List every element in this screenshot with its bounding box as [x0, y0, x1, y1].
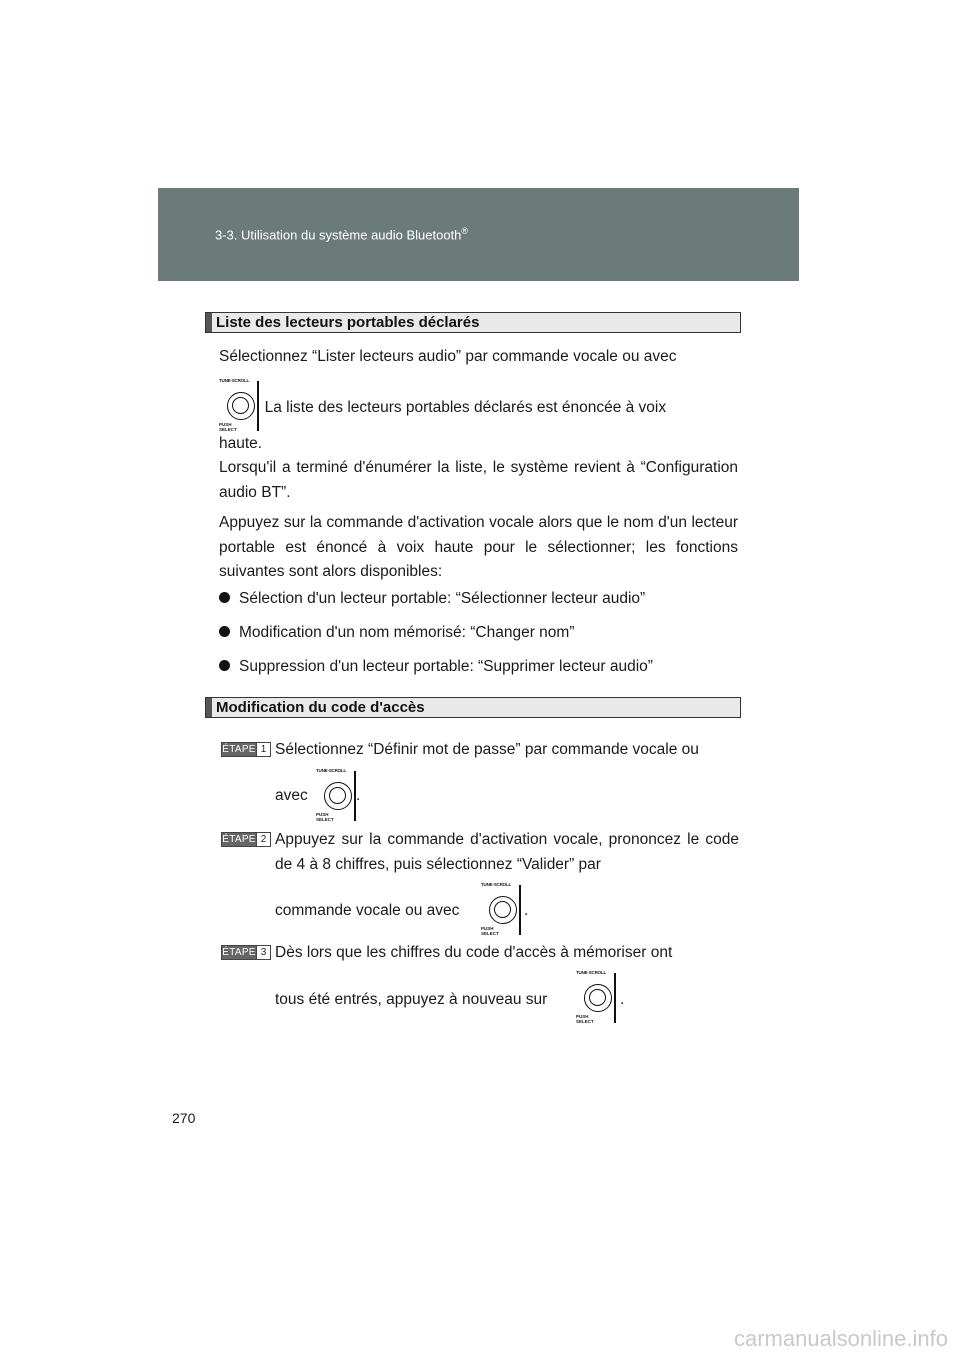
chapter-header	[158, 188, 799, 281]
step-text: commande vocale ou avec	[275, 902, 460, 919]
section-title: Modification du code d'accès	[216, 699, 425, 716]
page-number: 270	[172, 1110, 196, 1126]
watermark: carmanualsonline.info	[733, 1326, 948, 1351]
list-item: Suppression d'un lecteur portable: “Supprimer lecteur audio”	[219, 655, 739, 679]
step-badge-2: ÉTAPE 2	[221, 832, 271, 847]
tune-scroll-select-knob-icon: TUNE·SCROLL PUSH SELECT	[576, 970, 620, 1026]
step-text: tous été entrés, appuyez à nouveau sur	[275, 991, 548, 1008]
paragraph: Appuyez sur la commande d'activation vocale alors que le nom d'un lecteur portable est énoncé à voix haute pour le sélectionner; les fonctions suivantes sont alors disponibles:	[219, 514, 738, 580]
tune-scroll-select-knob-icon: TUNE·SCROLL PUSH SELECT	[219, 378, 263, 434]
step-text: Appuyez sur la commande d'activation vocale, prononcez le code de 4 à 8 chiffres, puis sélectionnez “Valider” par	[275, 831, 739, 873]
chapter-title: 3-3. Utilisation du système audio Bluetooth®	[215, 226, 469, 243]
step-text: Sélectionnez “Définir mot de passe” par commande vocale ou	[275, 741, 699, 758]
section-heading-registered-players	[205, 312, 741, 333]
paragraph: Lorsqu'il a terminé d'énumérer la liste, le système revient à “Configuration audio BT”.	[219, 459, 738, 501]
list-item: Modification d'un nom mémorisé: “Changer nom”	[219, 621, 739, 645]
paragraph: Sélectionnez “Lister lecteurs audio” par commande vocale ou avec	[219, 348, 677, 365]
step-text: avec	[275, 787, 308, 804]
section-title: Liste des lecteurs portables déclarés	[216, 314, 480, 331]
step-text: Dès lors que les chiffres du code d'accès à mémoriser ont	[275, 944, 673, 961]
paragraph: . La liste des lecteurs portables déclarés est énoncée à voix	[256, 399, 667, 416]
step-text: .	[356, 787, 361, 804]
step-badge-3: ÉTAPE 3	[221, 945, 271, 960]
section-heading-access-code	[205, 697, 741, 718]
step-badge-1: ÉTAPE 1	[221, 742, 271, 757]
tune-scroll-select-knob-icon: TUNE·SCROLL PUSH SELECT	[316, 768, 360, 824]
paragraph: haute.	[219, 435, 263, 452]
step-text: .	[524, 902, 529, 919]
list-item: Sélection d'un lecteur portable: “Sélectionner lecteur audio”	[219, 587, 739, 611]
tune-scroll-select-knob-icon: TUNE·SCROLL PUSH SELECT	[481, 882, 525, 938]
step-text: .	[620, 991, 625, 1008]
